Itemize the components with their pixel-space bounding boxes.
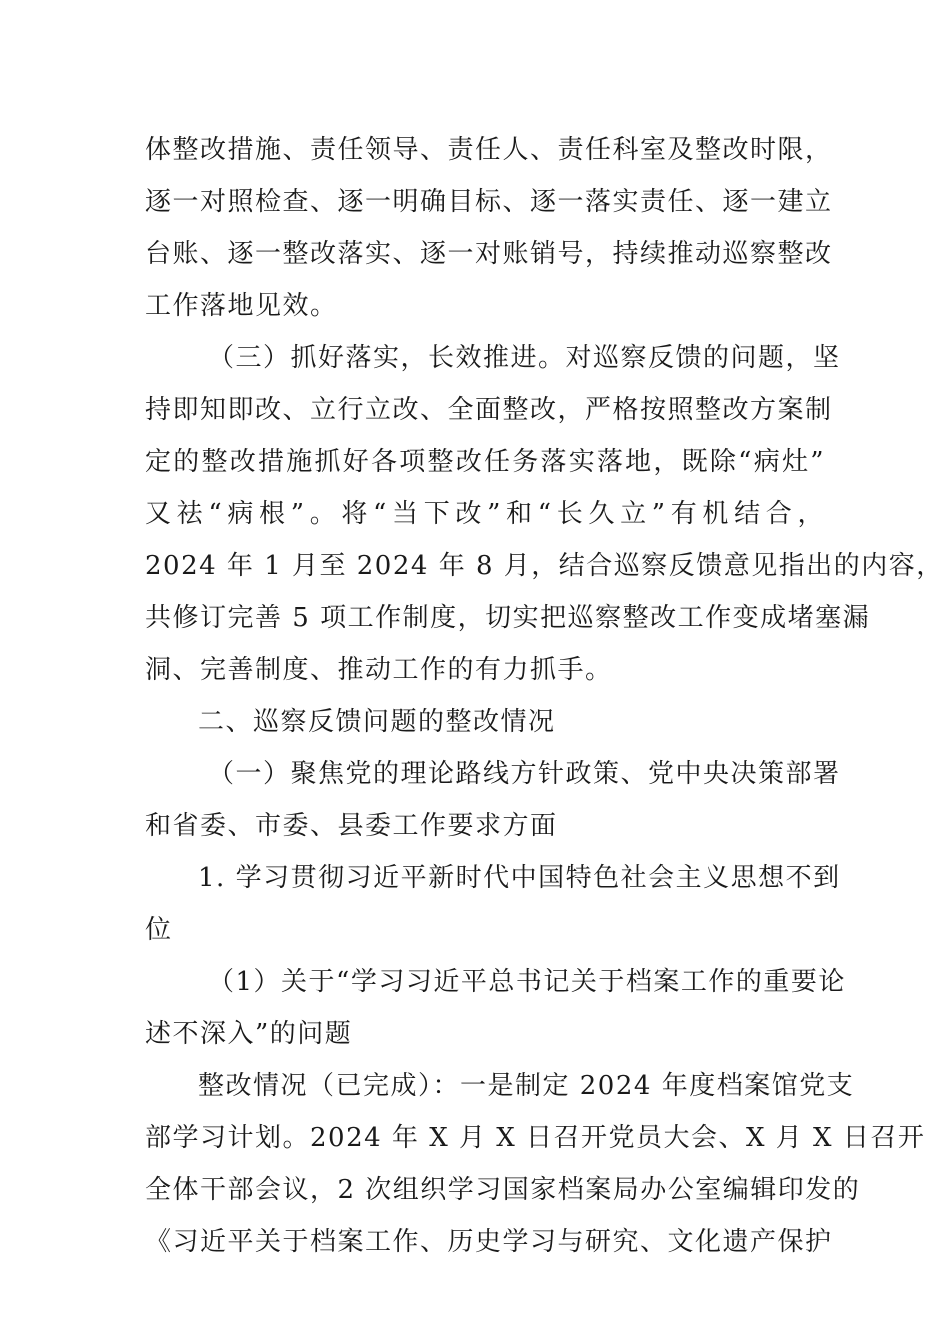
body-text-line: 和省委、市委、县委工作要求方面 [145,811,558,841]
rectification-paragraph-start: 整改情况（已完成）：一是制定 2024 年度档案馆党支 [198,1071,855,1101]
body-text-line: 定的整改措施抓好各项整改任务落实落地，既除“病灶” [145,447,825,477]
body-text-line: 体整改措施、责任领导、责任人、责任科室及整改时限， [145,135,833,165]
item-heading-1: 1. 学习贯彻习近平新时代中国特色社会主义思想不到 [198,863,841,893]
section-heading-3: （三）抓好落实，长效推进。对巡察反馈的问题，坚 [208,343,841,373]
body-text-line: 全体干部会议，2 次组织学习国家档案局办公室编辑印发的 [145,1175,861,1205]
subsection-heading-1: （一）聚焦党的理论路线方针政策、党中央决策部署 [208,759,841,789]
body-text-line: 位 [145,915,173,945]
body-text-line: 持即知即改、立行立改、全面整改，严格按照整改方案制 [145,395,833,425]
body-text-line: 逐一对照检查、逐一明确目标、逐一落实责任、逐一建立 [145,187,833,217]
body-text-line: 又祛“病根”。将“当下改”和“长久立”有机结合， [145,499,825,529]
body-text-line: 共修订完善 5 项工作制度，切实把巡察整改工作变成堵塞漏 [145,603,871,633]
body-text-line: 台账、逐一整改落实、逐一对账销号，持续推动巡察整改 [145,239,833,269]
body-text-line: 述不深入”的问题 [145,1019,353,1049]
body-text-line: 《习近平关于档案工作、历史学习与研究、文化遗产保护 [145,1227,833,1257]
body-text-line: 洞、完善制度、推动工作的有力抓手。 [145,655,613,685]
section-heading-2: 二、巡察反馈问题的整改情况 [198,707,556,737]
body-text-line: 工作落地见效。 [145,291,338,321]
body-text-line: 部学习计划。2024 年 X 月 X 日召开党员大会、X 月 X 日召开 [145,1123,926,1153]
body-text-line: 2024 年 1 月至 2024 年 8 月，结合巡察反馈意见指出的内容， [145,551,944,581]
problem-heading-1: （1）关于“学习习近平总书记关于档案工作的重要论 [208,967,846,997]
